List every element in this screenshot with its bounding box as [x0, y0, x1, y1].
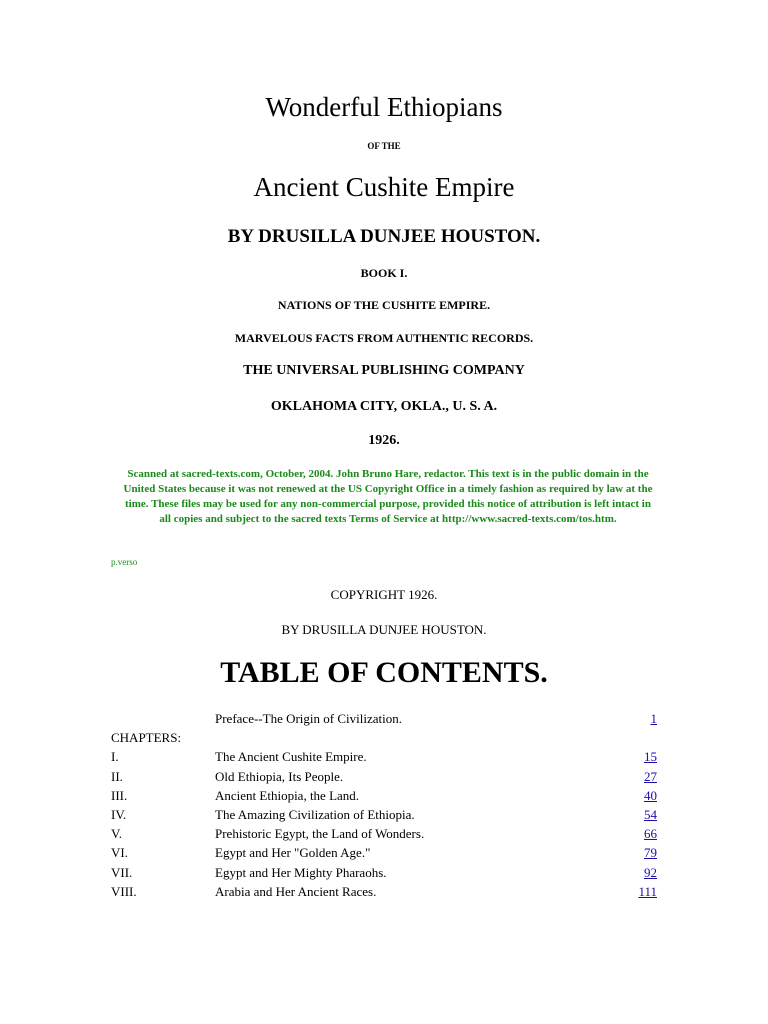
toc-chapter-number: VI.	[111, 845, 128, 861]
toc-row	[111, 843, 659, 862]
toc-chapter-title: Prehistoric Egypt, the Land of Wonders.	[215, 826, 425, 842]
page-marker: p.verso	[111, 557, 138, 567]
toc-page-link[interactable]: 92	[644, 864, 657, 880]
toc-chapter-title: The Amazing Civilization of Ethiopia.	[215, 806, 415, 822]
toc-chapter-number: V.	[111, 826, 122, 842]
toc-chapter-title: Egypt and Her "Golden Age."	[215, 845, 371, 861]
book-heading-nations: NATIONS OF THE CUSHITE EMPIRE.	[277, 298, 491, 312]
copyright-line: COPYRIGHT 1926.	[330, 587, 438, 602]
toc-row	[111, 786, 659, 805]
toc-title: TABLE OF CONTENTS.	[220, 656, 548, 689]
toc-page-link[interactable]: 27	[644, 768, 657, 784]
toc-chapter-number: II.	[111, 768, 123, 784]
toc-chapter-number: VIII.	[111, 883, 137, 899]
toc-page-link[interactable]: 111	[638, 883, 657, 899]
of-the-connector: OF THE	[367, 141, 401, 151]
toc-row	[111, 728, 659, 747]
toc-row	[111, 824, 659, 843]
toc-row	[111, 863, 659, 882]
toc-chapter-title: The Ancient Cushite Empire.	[215, 749, 367, 765]
author-byline: BY DRUSILLA DUNJEE HOUSTON.	[227, 226, 541, 247]
toc-page-link[interactable]: 66	[644, 826, 657, 842]
book-subtitle: Ancient Cushite Empire	[253, 172, 515, 202]
toc-chapter-number: IV.	[111, 806, 127, 822]
toc-page-link[interactable]: 15	[644, 749, 657, 765]
publisher-city: OKLAHOMA CITY, OKLA., U. S. A.	[270, 399, 498, 414]
toc-page-link[interactable]: 1	[650, 711, 657, 726]
toc-row	[111, 882, 659, 901]
toc-page-link[interactable]: 40	[644, 787, 657, 803]
toc-row	[111, 767, 659, 786]
toc-chapter-title: Preface--The Origin of Civilization.	[215, 711, 402, 726]
toc-chapter-number: CHAPTERS:	[111, 730, 182, 746]
toc-chapter-title: Old Ethiopia, Its People.	[215, 768, 344, 784]
toc-chapter-number: I.	[111, 749, 119, 765]
toc-row	[111, 747, 659, 766]
toc-chapter-number: VII.	[111, 864, 133, 880]
publisher-name: THE UNIVERSAL PUBLISHING COMPANY	[243, 363, 525, 378]
table-of-contents	[111, 709, 659, 901]
toc-chapter-title: Ancient Ethiopia, the Land.	[215, 787, 360, 803]
toc-chapter-title: Arabia and Her Ancient Races.	[215, 883, 377, 899]
book-heading-marvelous: MARVELOUS FACTS FROM AUTHENTIC RECORDS.	[234, 331, 534, 345]
toc-row	[111, 709, 659, 728]
book-number: BOOK I.	[360, 266, 408, 280]
toc-row	[111, 805, 659, 824]
toc-page-link[interactable]: 54	[644, 806, 657, 822]
book-title: Wonderful Ethiopians	[265, 92, 503, 122]
toc-chapter-number: III.	[111, 787, 128, 803]
attribution-notice: Scanned at sacred-texts.com, October, 2004. John Bruno Hare, redactor. This text is in the public domain in the United States because it was not renewed at the US Copyright Office in a timely fashion as required by law at the time. These files may be used for any non-commercial purpose, provided this notice of attribution is left intact in all copies and subject to the sacred texts Terms of Service at http://www.sacred-texts.com/tos.htm.	[123, 468, 653, 525]
publication-year: 1926.	[368, 433, 400, 448]
toc-chapter-title: Egypt and Her Mighty Pharaohs.	[215, 864, 387, 880]
toc-page-link[interactable]: 79	[644, 845, 657, 861]
copyright-author: BY DRUSILLA DUNJEE HOUSTON.	[281, 622, 487, 637]
